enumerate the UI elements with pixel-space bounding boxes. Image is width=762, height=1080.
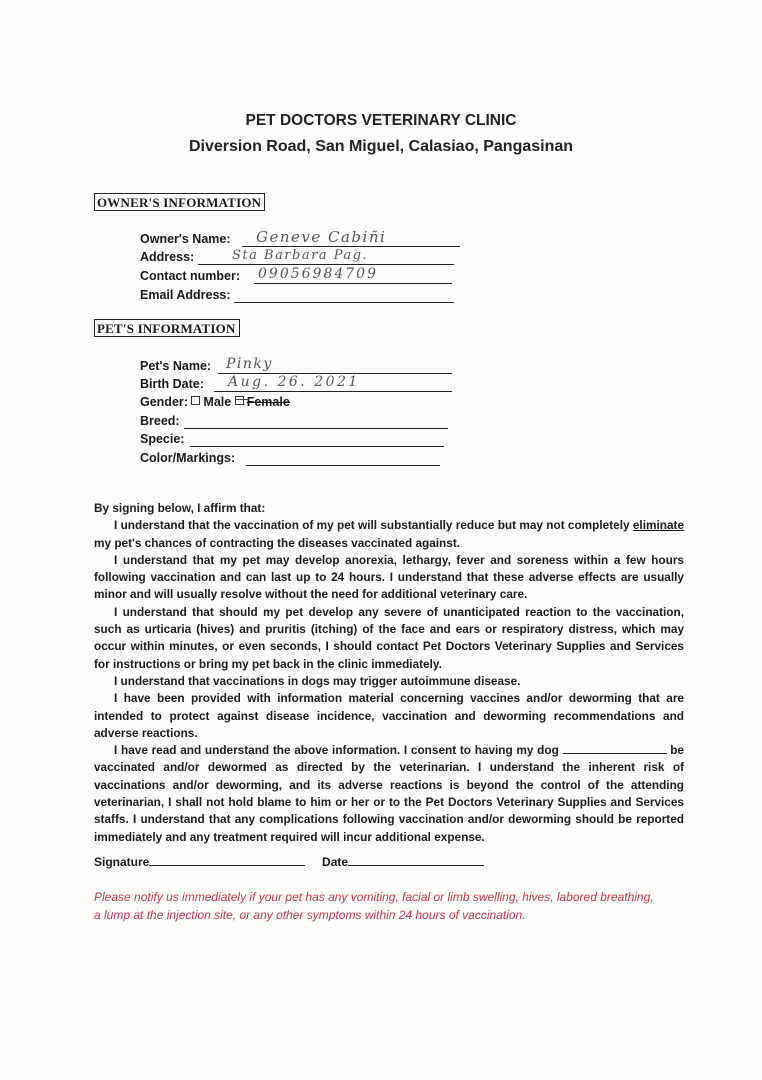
contact-number-value: 09056984709: [258, 266, 378, 282]
date-line[interactable]: [348, 854, 484, 866]
consent-paragraph-6: I have read and understand the above information. I consent to having my dog be vaccinated and/or dewormed as directed by the veterinarian. I understand the inherent risk of vaccinations and/or deworming, and its adverse reactions is beyond the control of the attending veterinarian, I shall not hold blame to him or her or to the Pet Doctors Veterinary Supplies and Services staffs. I understand that any complications following vaccination and/or deworming should be reported immediately and any treatment required will incur additional expense.: [94, 743, 684, 844]
address-field[interactable]: [140, 248, 369, 266]
address-label: Address:: [140, 250, 195, 264]
pet-name-value: Pinky: [226, 356, 273, 372]
male-checkbox[interactable]: [191, 396, 200, 405]
clinic-name: PET DOCTORS VETERINARY CLINIC: [245, 112, 517, 129]
owner-name-field[interactable]: [140, 228, 387, 248]
consent-paragraph-1: I understand that the vaccination of my pet will substantially reduce but may not completely eliminate my pet's chances of contracting the diseases vaccinated against.: [94, 518, 684, 550]
signature-row: [94, 854, 484, 869]
consent-paragraph-4: I understand that vaccinations in dogs may trigger autoimmune disease.: [114, 673, 521, 688]
color-markings-field[interactable]: [140, 450, 235, 467]
pet-name-label: Pet's Name:: [140, 359, 212, 373]
pet-name-field[interactable]: [140, 356, 273, 375]
birth-date-value: Aug. 26. 2021: [228, 374, 360, 390]
signature-label: Signature: [94, 855, 150, 869]
clinic-address: Diversion Road, San Miguel, Calasiao, Pangasinan: [188, 138, 574, 155]
male-label: Male: [203, 395, 232, 409]
birth-date-field[interactable]: [140, 374, 360, 393]
dog-name-blank[interactable]: [563, 743, 667, 754]
owner-section-heading: OWNER'S INFORMATION: [94, 193, 265, 211]
gender-label: Gender:: [140, 395, 188, 409]
gender-field: [140, 395, 290, 409]
address-value: Sta Barbara Pag.: [232, 248, 369, 263]
consent-intro: By signing below, I affirm that:: [94, 501, 266, 515]
owner-name-value: Geneve Cabiñi: [256, 228, 387, 246]
birth-date-label: Birth Date:: [140, 377, 204, 391]
owner-name-label: Owner's Name:: [140, 232, 231, 246]
specie-label: Specie:: [140, 432, 185, 446]
consent-text: [94, 500, 684, 846]
female-label: Female: [246, 395, 290, 409]
contact-number-field[interactable]: [140, 266, 378, 285]
signature-line[interactable]: [149, 854, 305, 866]
breed-label: Breed:: [140, 414, 180, 428]
specie-field[interactable]: [140, 431, 184, 448]
breed-field[interactable]: [140, 413, 180, 430]
contact-number-label: Contact number:: [140, 269, 240, 283]
email-address-field[interactable]: [140, 287, 231, 304]
email-address-label: Email Address:: [140, 288, 231, 302]
female-checkbox[interactable]: [235, 396, 244, 405]
consent-paragraph-2: I understand that my pet may develop anorexia, lethargy, fever and soreness within a few hours following vaccination and can last up to 24 hours. I understand that these adverse effects are usually minor and will usually resolve without the need for additional veterinary care.: [94, 552, 684, 602]
consent-paragraph-5: I have been provided with information material concerning vaccines and/or deworming that are intended to protect against disease incidence, vaccination and deworming recommendations and adverse reactions.: [94, 691, 684, 740]
color-markings-label: Color/Markings:: [140, 451, 236, 465]
pet-section-heading: PET'S INFORMATION: [94, 319, 240, 337]
date-label: Date: [322, 855, 349, 869]
consent-paragraph-3: I understand that should my pet develop any severe of unanticipated reaction to the vaccination, such as urticaria (hives) and pruritis (itching) of the face and ears or respiratory distress, which may occur within minutes, or even seconds, I should contact Pet Doctors Veterinary Supplies and Services for instructions or bring my pet back in the clinic immediately.: [94, 604, 684, 671]
notice-text: Please notify us immediately if your pet has any vomiting, facial or limb swelling, hives, labored breathing, a lump at the injection site, or any other symptoms within 24 hours of vaccination.: [94, 890, 654, 922]
